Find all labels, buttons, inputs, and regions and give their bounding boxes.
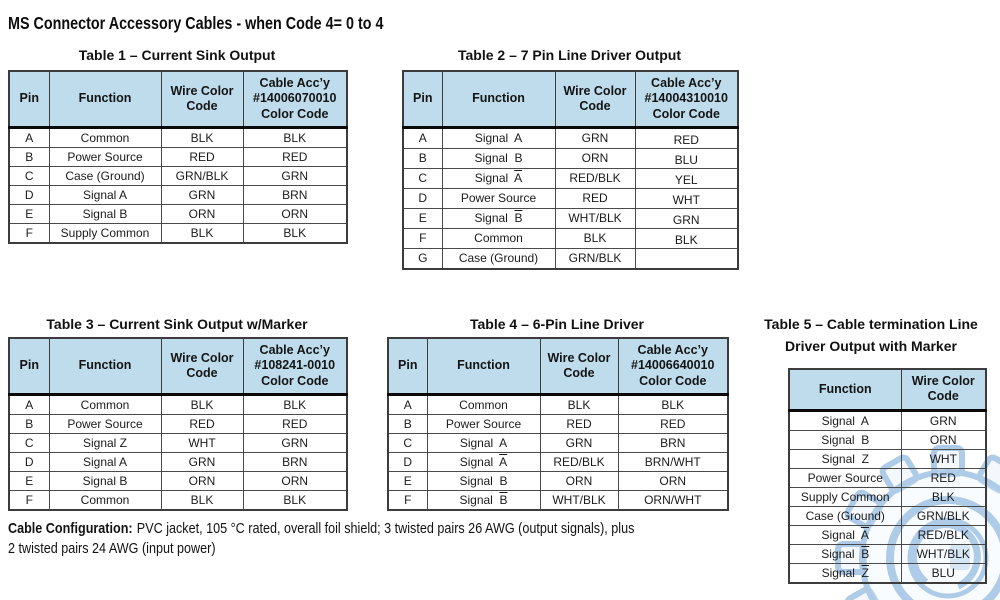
table-row	[789, 563, 986, 583]
table-cell: RED	[243, 147, 347, 166]
table-row	[9, 414, 347, 433]
column-header: Wire Color Code	[161, 71, 243, 127]
table-row	[9, 204, 347, 223]
table-cell: BLU	[901, 563, 986, 583]
table-row	[403, 248, 738, 269]
table-cell: Signal $\overline{B}$	[789, 544, 901, 563]
table-cell: ORN	[161, 204, 243, 223]
table-cell: YEL	[635, 168, 738, 188]
table-cell: Signal $\overline{Z}$	[789, 563, 901, 583]
table-cell: GRN/BLK	[555, 248, 635, 269]
table-row	[9, 394, 347, 414]
table-cell: ORN	[555, 148, 635, 168]
table2-title: Table 2 – 7 Pin Line Driver Output	[457, 47, 681, 63]
table-cell: GRN	[243, 166, 347, 185]
table-row	[9, 185, 347, 204]
table3-header-row	[9, 338, 347, 394]
table-cell: ORN	[618, 471, 728, 490]
table-row	[9, 147, 347, 166]
column-header: Function	[49, 338, 161, 394]
table-cell: BLK	[161, 223, 243, 243]
table5-title: Table 5 – Cable termination Line Driver Output with Marker	[764, 316, 978, 354]
table-row	[9, 490, 347, 510]
column-header: Cable Acc’y #14006070010 Color Code	[243, 71, 347, 127]
page-title: MS Connector Accessory Cables - when Code 4= 0 to 4	[8, 13, 384, 33]
table-cell: Supply Common	[49, 223, 161, 243]
table-cell: Signal $\overline{A}$	[427, 452, 540, 471]
table-cell: D	[9, 452, 49, 471]
cable-configuration-text: PVC jacket, 105 °C rated, overall foil shield; 3 twisted pairs 26 AWG (output signals), plus 2 twisted pairs 24 AWG (input power)	[8, 520, 635, 557]
table-cell: RED	[618, 414, 728, 433]
table-cell: ORN	[161, 471, 243, 490]
table-cell: Supply Common	[789, 487, 901, 506]
table-cell: G	[403, 248, 442, 269]
table-cell: A	[388, 394, 427, 414]
table-row	[388, 471, 728, 490]
table-cell: WHT/BLK	[555, 208, 635, 228]
table-cell: Signal A	[49, 452, 161, 471]
table-cell: GRN	[540, 433, 618, 452]
table-cell: BLK	[243, 127, 347, 147]
table-cell: Signal Z	[789, 449, 901, 468]
table-cell: BRN/WHT	[618, 452, 728, 471]
table-cell: E	[9, 471, 49, 490]
table-cell: Power Source	[49, 147, 161, 166]
table-row	[403, 228, 738, 248]
table-cell: BLK	[161, 394, 243, 414]
table-cell: Case (Ground)	[442, 248, 555, 269]
table-cell: Signal B	[49, 204, 161, 223]
table-cell: BLK	[243, 223, 347, 243]
table-cell: Common	[49, 490, 161, 510]
table-cell: BLK	[635, 228, 738, 248]
table-cell: Signal $\overline{B}$	[442, 208, 555, 228]
table-cell: ORN/WHT	[618, 490, 728, 510]
table-cell: F	[9, 223, 49, 243]
column-header: Wire Color Code	[555, 71, 635, 127]
table-cell: D	[403, 188, 442, 208]
table-cell: Signal B	[442, 148, 555, 168]
table-row	[789, 410, 986, 430]
table-cell: C	[388, 433, 427, 452]
table-cell: Common	[427, 394, 540, 414]
column-header: Function	[442, 71, 555, 127]
column-header: Wire Color Code	[161, 338, 243, 394]
table-cell: RED	[540, 414, 618, 433]
table-cell: Power Source	[789, 468, 901, 487]
table-cell: C	[9, 166, 49, 185]
table-cell: Signal B	[789, 430, 901, 449]
table-cell: Signal $\overline{B}$	[427, 490, 540, 510]
table-cell: Signal B	[49, 471, 161, 490]
table-cell: GRN	[243, 433, 347, 452]
table-cell: Signal $\overline{A}$	[789, 525, 901, 544]
table-row	[388, 490, 728, 510]
table-cell: BRN	[243, 452, 347, 471]
table-cell: BLK	[540, 394, 618, 414]
table-cell: WHT	[635, 188, 738, 208]
table-cell: C	[9, 433, 49, 452]
table-cell: ORN	[540, 471, 618, 490]
table-cell: Signal A	[49, 185, 161, 204]
table-row	[403, 148, 738, 168]
column-header: Wire Color Code	[540, 338, 618, 394]
table-cell: Signal A	[789, 410, 901, 430]
table-row	[789, 449, 986, 468]
table-row	[9, 433, 347, 452]
table-cell: A	[9, 394, 49, 414]
column-header: Pin	[403, 71, 442, 127]
table-cell: RED/BLK	[901, 525, 986, 544]
table-cell: D	[388, 452, 427, 471]
table-row	[9, 223, 347, 243]
table-row	[388, 452, 728, 471]
table-cell: RED/BLK	[555, 168, 635, 188]
table-cell: B	[9, 414, 49, 433]
table-cell: GRN	[161, 185, 243, 204]
table-cell: F	[9, 490, 49, 510]
table-cell: BLU	[635, 148, 738, 168]
table-cell	[635, 248, 738, 269]
table-cell: E	[388, 471, 427, 490]
table-cell: BLK	[555, 228, 635, 248]
column-header: Function	[789, 369, 901, 410]
table-row	[9, 452, 347, 471]
table-cell: Case (Ground)	[49, 166, 161, 185]
table-cell: RED	[161, 147, 243, 166]
table4	[387, 337, 727, 511]
table-cell: Case (Ground)	[789, 506, 901, 525]
cable-configuration-note	[8, 519, 831, 559]
table2	[402, 70, 737, 270]
table-row	[403, 208, 738, 228]
table-cell: Common	[49, 127, 161, 147]
table-row	[403, 188, 738, 208]
table-row	[789, 468, 986, 487]
table-cell: Signal B	[427, 471, 540, 490]
table-cell: BLK	[243, 490, 347, 510]
table-cell: Power Source	[427, 414, 540, 433]
table-cell: E	[9, 204, 49, 223]
table-row	[403, 127, 738, 148]
table-cell: F	[403, 228, 442, 248]
table-cell: Signal $\overline{A}$	[442, 168, 555, 188]
table-cell: Power Source	[442, 188, 555, 208]
table1	[8, 70, 346, 244]
column-header: Function	[49, 71, 161, 127]
table-cell: WHT	[901, 449, 986, 468]
table-cell: BLK	[243, 394, 347, 414]
table-cell: GRN	[901, 410, 986, 430]
table-cell: ORN	[901, 430, 986, 449]
column-header: Cable Acc’y #14006640010 Color Code	[618, 338, 728, 394]
table-cell: WHT	[161, 433, 243, 452]
table-cell: GRN	[161, 452, 243, 471]
table-cell: E	[403, 208, 442, 228]
table1-header-row	[9, 71, 347, 127]
table-row	[403, 168, 738, 188]
table-row	[9, 127, 347, 147]
table-cell: Common	[49, 394, 161, 414]
table-cell: BLK	[161, 127, 243, 147]
table5-header-row	[789, 369, 986, 410]
table-cell: BRN	[618, 433, 728, 452]
column-header: Wire Color Code	[901, 369, 986, 410]
table-cell: Power Source	[49, 414, 161, 433]
table-cell: C	[403, 168, 442, 188]
table-cell: GRN/BLK	[901, 506, 986, 525]
table-cell: RED/BLK	[540, 452, 618, 471]
table-row	[388, 414, 728, 433]
table-cell: F	[388, 490, 427, 510]
table-cell: BLK	[901, 487, 986, 506]
table-cell: RED	[901, 468, 986, 487]
table3-title: Table 3 – Current Sink Output w/Marker	[46, 316, 308, 332]
table-cell: A	[403, 127, 442, 148]
table-cell: Signal A	[427, 433, 540, 452]
table-row	[388, 394, 728, 414]
table-cell: GRN/BLK	[161, 166, 243, 185]
table-cell: ORN	[243, 204, 347, 223]
column-header: Cable Acc’y #108241-0010 Color Code	[243, 338, 347, 394]
table-cell: RED	[555, 188, 635, 208]
table-cell: BLK	[161, 490, 243, 510]
table4-header-row	[388, 338, 728, 394]
table-cell: GRN	[555, 127, 635, 148]
table-cell: B	[9, 147, 49, 166]
table-cell: RED	[243, 414, 347, 433]
column-header: Cable Acc’y #14004310010 Color Code	[635, 71, 738, 127]
cable-configuration-label: Cable Configuration:	[8, 520, 133, 537]
column-header: Function	[427, 338, 540, 394]
table-cell: A	[9, 127, 49, 147]
table-cell: Signal A	[442, 127, 555, 148]
table2-header-row	[403, 71, 738, 127]
table-cell: WHT/BLK	[901, 544, 986, 563]
table-row	[388, 433, 728, 452]
table-row	[9, 471, 347, 490]
table4-title: Table 4 – 6-Pin Line Driver	[469, 316, 645, 332]
table3	[8, 337, 346, 511]
table-cell: B	[388, 414, 427, 433]
table-cell: BRN	[243, 185, 347, 204]
table-cell: Signal Z	[49, 433, 161, 452]
table1-title: Table 1 – Current Sink Output	[78, 47, 276, 63]
table-cell: D	[9, 185, 49, 204]
table-cell: B	[403, 148, 442, 168]
table-row	[789, 487, 986, 506]
table-cell: ORN	[243, 471, 347, 490]
table-row	[9, 166, 347, 185]
table-cell: Common	[442, 228, 555, 248]
table-cell: GRN	[635, 208, 738, 228]
column-header: Pin	[9, 71, 49, 127]
column-header: Pin	[9, 338, 49, 394]
table-row	[789, 430, 986, 449]
table-cell: WHT/BLK	[540, 490, 618, 510]
table-cell: RED	[161, 414, 243, 433]
table-cell: BLK	[618, 394, 728, 414]
column-header: Pin	[388, 338, 427, 394]
table-cell: RED	[635, 127, 738, 148]
